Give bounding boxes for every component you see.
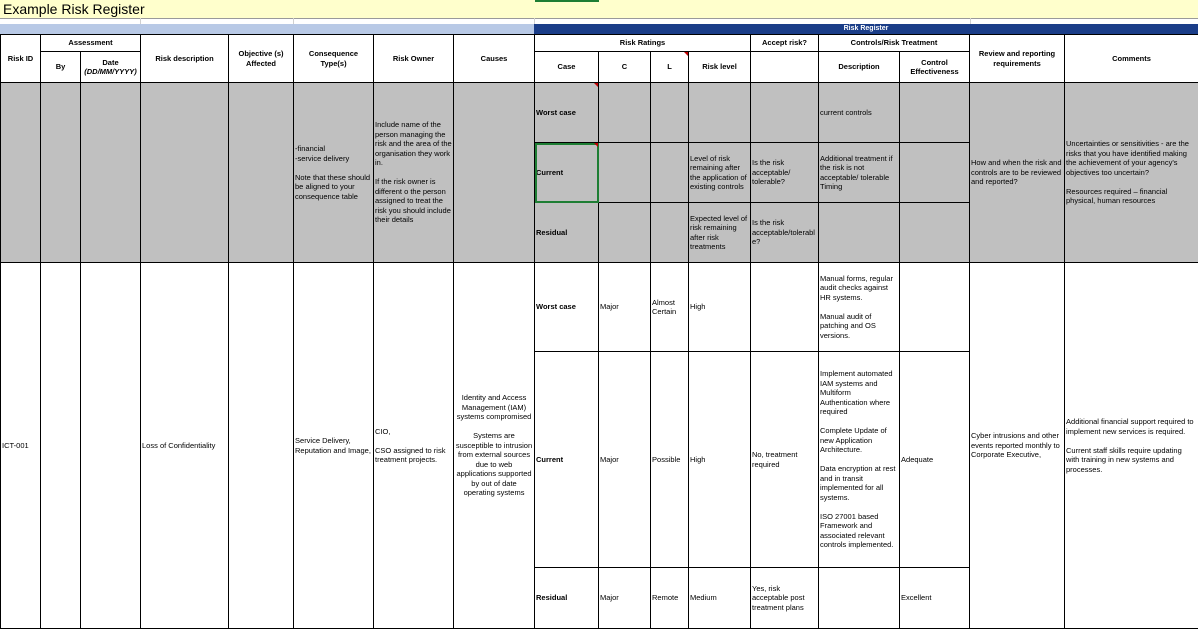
guide-level-worst[interactable] [689, 83, 751, 143]
header-description[interactable]: Description [819, 52, 900, 83]
risk-accept-worst[interactable] [751, 263, 819, 352]
guide-accept-worst[interactable] [751, 83, 819, 143]
risk-register-table [0, 34, 1198, 629]
guide-consequence[interactable]: -financial -service delivery Note that these should be aligned to your consequence table [294, 83, 374, 263]
risk-desc-current[interactable]: Implement automated IAM systems and Multiform Authentication where required Complete Update of new Application Architecture. Data encryption at rest and in transit implemented for all systems. ISO 27001 based Framework and associated relevant controls implemented. [819, 352, 900, 568]
risk-case-current[interactable]: Current [535, 352, 599, 568]
guide-desc-residual[interactable] [819, 203, 900, 263]
guide-accept-current[interactable]: Is the risk acceptable/ tolerable? [751, 143, 819, 203]
risk-level-current[interactable]: High [689, 352, 751, 568]
guide-c-current[interactable] [599, 143, 651, 203]
guide-by[interactable] [41, 83, 81, 263]
header-row-1 [1, 35, 1198, 52]
risk-review-cell[interactable]: Cyber intrusions and other events reported monthly to Corporate Executive, [970, 263, 1065, 629]
guide-case-current[interactable]: Current [535, 143, 599, 203]
risk-row-worst [1, 263, 1198, 352]
guide-level-current[interactable]: Level of risk remaining after the application of existing controls [689, 143, 751, 203]
guide-desc-current[interactable]: Additional treatment if the risk is not acceptable/ tolerable Timing [819, 143, 900, 203]
guide-review[interactable]: How and when the risk and controls are to be reviewed and reported? [970, 83, 1065, 263]
risk-case-residual[interactable]: Residual [535, 568, 599, 629]
risk-causes-cell[interactable]: Identity and Access Management (IAM) systems compromised Systems are susceptible to intrusion from external sources due to web applications supported by out of date operating systems [454, 263, 535, 629]
guide-comments[interactable]: Uncertainties or sensitivities - are the risks that you have identified making the achievement of your agency's objectives too uncertain? Resources required – financial physical, human resources [1065, 83, 1198, 263]
guide-c-worst[interactable] [599, 83, 651, 143]
guide-case-residual[interactable]: Residual [535, 203, 599, 263]
header-date-format: (DD/MM/YYYY) [84, 67, 137, 76]
header-date[interactable] [81, 52, 141, 83]
risk-description-cell[interactable]: Loss of Confidentiality [141, 263, 229, 629]
header-c[interactable]: C [599, 52, 651, 83]
guide-accept-residual[interactable]: Is the risk acceptable/tolerabl e? [751, 203, 819, 263]
risk-desc-worst[interactable]: Manual forms, regular audit checks against HR systems. Manual audit of patching and OS versions. [819, 263, 900, 352]
risk-c-residual[interactable]: Major [599, 568, 651, 629]
guide-owner[interactable]: Include name of the person managing the risk and the area of the organisation they work in. If the risk owner is different o the person assigned to treat the risk you should include their details [374, 83, 454, 263]
risk-by-cell[interactable] [41, 263, 81, 629]
header-consequence-type[interactable]: Consequence Type(s) [294, 35, 374, 83]
risk-effectiveness-worst[interactable] [900, 263, 970, 352]
guide-risk-id[interactable] [1, 83, 41, 263]
risk-id-cell[interactable]: ICT-001 [1, 263, 41, 629]
guide-l-residual[interactable] [651, 203, 689, 263]
risk-effectiveness-current[interactable]: Adequate [900, 352, 970, 568]
risk-date-cell[interactable] [81, 263, 141, 629]
guide-objective[interactable] [229, 83, 294, 263]
risk-level-worst[interactable]: High [689, 263, 751, 352]
header-comments[interactable]: Comments [1065, 35, 1198, 83]
header-accept-risk[interactable]: Accept risk? [751, 35, 819, 52]
header-control-effectiveness[interactable]: Control Effectiveness [900, 52, 970, 83]
header-case[interactable]: Case [535, 52, 599, 83]
register-banner-row [0, 24, 1198, 34]
risk-desc-residual[interactable] [819, 568, 900, 629]
risk-c-current[interactable]: Major [599, 352, 651, 568]
header-risk-id[interactable]: Risk ID [1, 35, 41, 83]
active-column-marker [535, 0, 599, 2]
header-controls[interactable]: Controls/Risk Treatment [819, 35, 970, 52]
risk-accept-residual[interactable]: Yes, risk acceptable post treatment plans [751, 568, 819, 629]
guide-effectiveness-worst[interactable] [900, 83, 970, 143]
header-accept-blank[interactable] [751, 52, 819, 83]
sheet-title: Example Risk Register [3, 1, 145, 17]
risk-consequence-cell[interactable]: Service Delivery, Reputation and Image, [294, 263, 374, 629]
risk-c-worst[interactable]: Major [599, 263, 651, 352]
risk-case-worst[interactable]: Worst case [535, 263, 599, 352]
guide-risk-description[interactable] [141, 83, 229, 263]
risk-accept-current[interactable]: No, treatment required [751, 352, 819, 568]
header-assessment[interactable]: Assessment [41, 35, 141, 52]
sheet-title-bar [0, 0, 1198, 19]
risk-level-residual[interactable]: Medium [689, 568, 751, 629]
risk-owner-cell[interactable]: CIO, CSO assigned to risk treatment projects. [374, 263, 454, 629]
risk-l-worst[interactable]: Almost Certain [651, 263, 689, 352]
guide-desc-worst[interactable]: current controls [819, 83, 900, 143]
risk-objective-cell[interactable] [229, 263, 294, 629]
header-by[interactable]: By [41, 52, 81, 83]
guide-effectiveness-current[interactable] [900, 143, 970, 203]
header-risk-description[interactable]: Risk description [141, 35, 229, 83]
risk-comments-cell[interactable]: Additional financial support required to implement new services is required. Current staff skills require updating with training in new systems and processes. [1065, 263, 1198, 629]
guide-c-residual[interactable] [599, 203, 651, 263]
guide-row-worst [1, 83, 1198, 143]
guide-case-worst[interactable]: Worst case [535, 83, 599, 143]
header-objective[interactable]: Objective (s) Affected [229, 35, 294, 83]
header-date-label: Date [102, 57, 119, 67]
guide-level-residual[interactable]: Expected level of risk remaining after risk treatments [689, 203, 751, 263]
header-risk-ratings[interactable]: Risk Ratings [535, 35, 751, 52]
risk-l-residual[interactable]: Remote [651, 568, 689, 629]
header-risk-owner[interactable]: Risk Owner [374, 35, 454, 83]
header-l[interactable]: L [651, 52, 689, 83]
guide-effectiveness-residual[interactable] [900, 203, 970, 263]
register-banner: Risk Register [534, 24, 1198, 34]
guide-l-current[interactable] [651, 143, 689, 203]
guide-date[interactable] [81, 83, 141, 263]
header-causes[interactable]: Causes [454, 35, 535, 83]
risk-effectiveness-residual[interactable]: Excellent [900, 568, 970, 629]
header-risk-level[interactable]: Risk level [689, 52, 751, 83]
guide-l-worst[interactable] [651, 83, 689, 143]
guide-causes[interactable] [454, 83, 535, 263]
header-review[interactable]: Review and reporting requirements [970, 35, 1065, 83]
risk-l-current[interactable]: Possible [651, 352, 689, 568]
